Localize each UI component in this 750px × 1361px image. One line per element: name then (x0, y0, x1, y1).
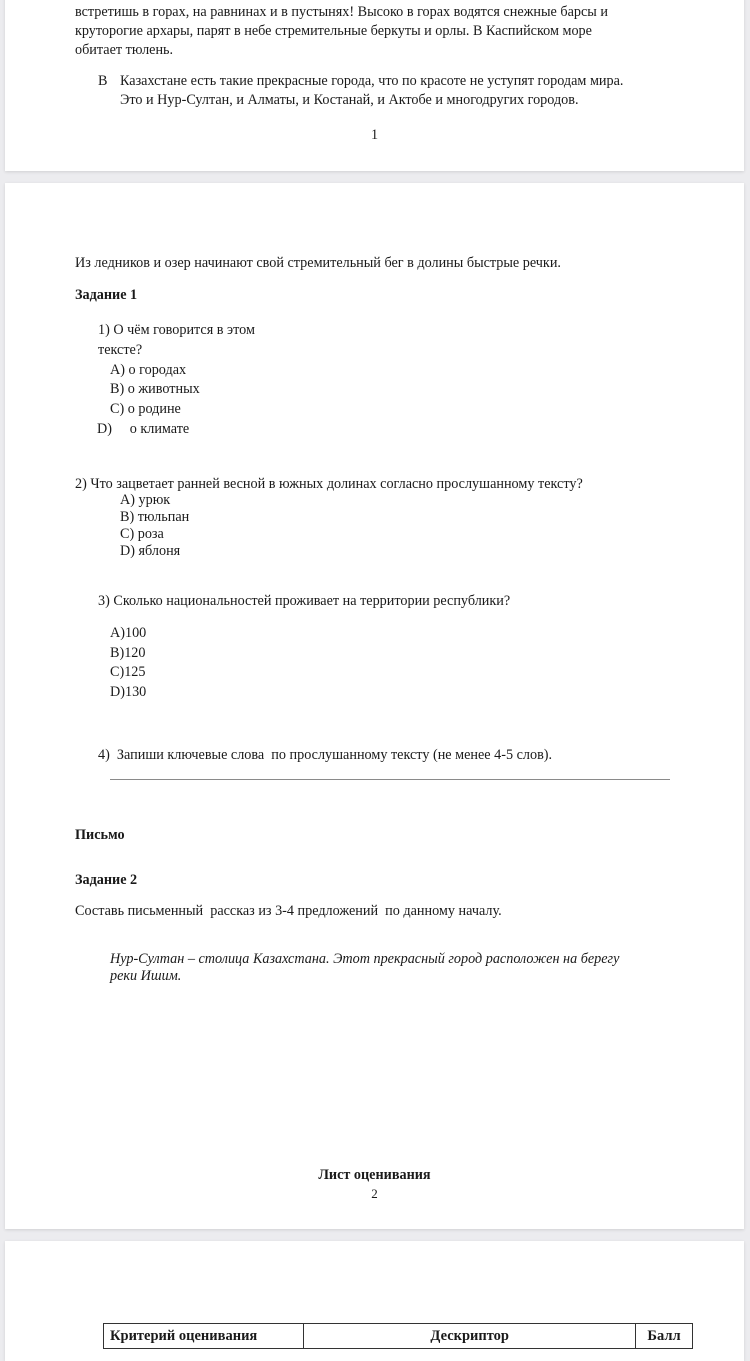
question-1-option-a: A) о городах (110, 362, 187, 378)
grading-sheet-title: Лист оценивания (318, 1167, 431, 1183)
question-1-option-d: D) о климате (97, 421, 190, 437)
question-3-option-b: B)120 (110, 645, 146, 661)
document-page-2 (5, 183, 744, 1229)
paragraph-line: круторогие архары, парят в небе стремительные беркуты и орлы. В Каспийском море (75, 23, 592, 39)
question-2-text: 2) Что зацветает ранней весной в южных долинах согласно прослушанному тексту? (75, 476, 583, 492)
question-3-option-a: A)100 (110, 625, 147, 641)
writing-section-title: Письмо (75, 827, 125, 843)
question-2-option-a: A) урюк (120, 492, 171, 508)
question-2-option-b: B) тюльпан (120, 509, 190, 525)
task2-title: Задание 2 (75, 872, 138, 888)
header-descriptor: Дескриптор (304, 1324, 636, 1349)
paragraph-line: обитает тюлень. (75, 42, 174, 58)
grading-table (103, 1323, 693, 1349)
question-2-option-d: D) яблоня (120, 543, 181, 559)
question-1-text: 1) О чём говорится в этом (98, 322, 255, 338)
question-3-option-d: D)130 (110, 684, 147, 700)
task2-instruction: Составь письменный рассказ из 3-4 предложений по данному началу. (75, 903, 502, 919)
question-1-text-cont: тексте? (98, 342, 143, 358)
document-page-3 (5, 1241, 744, 1361)
paragraph-marker: В (98, 73, 108, 89)
paragraph-line: встретишь в горах, на равнинах и в пустынях! Высоко в горах водятся снежные барсы и (75, 4, 608, 20)
question-1-option-c: C) о родине (110, 401, 181, 417)
page-number: 2 (371, 1186, 378, 1201)
task1-title: Задание 1 (75, 287, 138, 303)
question-4-text: 4) Запиши ключевые слова по прослушанному тексту (не менее 4-5 слов). (98, 747, 553, 763)
header-score: Балл (636, 1324, 693, 1349)
story-starter-line1: Нур-Султан – столица Казахстана. Этот прекрасный город расположен на берегу (110, 951, 620, 967)
cities-paragraph-line2: Это и Нур-Султан, и Алматы, и Костанай, и Актобе и многодругих городов. (120, 92, 579, 108)
answer-line[interactable] (110, 779, 670, 780)
document-page-1 (5, 0, 744, 171)
question-3-text: 3) Сколько национальностей проживает на территории республики? (98, 593, 511, 609)
question-3-option-c: C)125 (110, 664, 146, 680)
story-starter-line2: реки Ишим. (110, 968, 182, 984)
header-criterion: Критерий оценивания (104, 1324, 304, 1349)
page-number: 1 (370, 127, 379, 143)
question-2-option-c: C) роза (120, 526, 164, 542)
intro-text: Из ледников и озер начинают свой стремительный бег в долины быстрые речки. (75, 255, 561, 271)
cities-paragraph-line1: Казахстане есть такие прекрасные города, что по красоте не уступят городам мира. (120, 73, 624, 89)
question-1-option-b: B) о животных (110, 381, 200, 397)
